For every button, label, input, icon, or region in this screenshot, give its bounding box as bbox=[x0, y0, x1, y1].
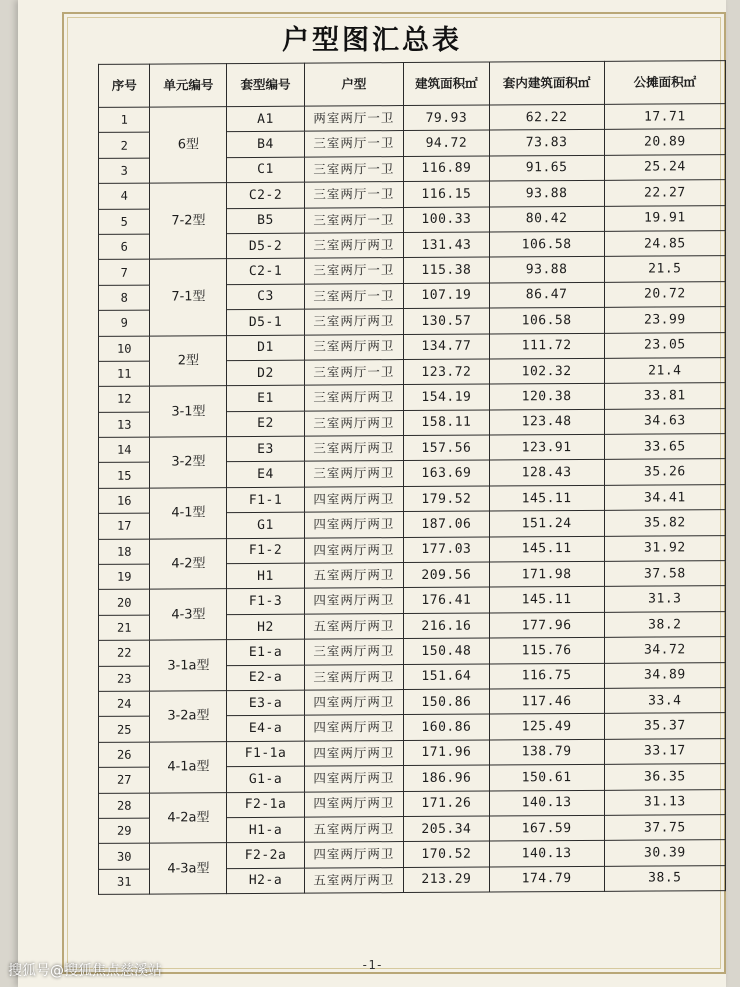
cell-room-type: 三室两厅一卫 bbox=[304, 359, 404, 385]
cell-shared-area: 31.13 bbox=[604, 789, 725, 815]
cell-unit-code: 6型 bbox=[150, 107, 227, 184]
cell-seq: 22 bbox=[99, 640, 150, 666]
cell-shared-area: 36.35 bbox=[604, 764, 725, 790]
cell-set-code: E3-a bbox=[227, 690, 304, 716]
table-row bbox=[99, 738, 726, 767]
cell-room-type: 四室两厅两卫 bbox=[304, 740, 404, 766]
cell-shared-area: 37.75 bbox=[604, 815, 725, 841]
header-building-area: 建筑面积㎡ bbox=[404, 62, 489, 106]
cell-unit-code: 3-2型 bbox=[150, 437, 227, 488]
cell-building-area: 170.52 bbox=[404, 841, 489, 867]
table-row bbox=[99, 535, 726, 564]
cell-building-area: 157.56 bbox=[404, 435, 489, 461]
cell-set-code: C2-2 bbox=[227, 182, 304, 208]
cell-seq: 16 bbox=[99, 488, 150, 514]
cell-room-type: 三室两厅一卫 bbox=[304, 182, 404, 208]
cell-set-code: D5-1 bbox=[227, 309, 304, 335]
cell-inner-area: 116.75 bbox=[489, 663, 604, 689]
cell-unit-code: 7-2型 bbox=[150, 183, 227, 260]
cell-shared-area: 33.17 bbox=[604, 738, 725, 764]
cell-inner-area: 145.11 bbox=[489, 536, 604, 562]
cell-room-type: 三室两厅两卫 bbox=[304, 436, 404, 462]
cell-room-type: 四室两厅两卫 bbox=[304, 588, 404, 614]
cell-shared-area: 35.26 bbox=[604, 459, 725, 485]
cell-shared-area: 34.72 bbox=[604, 637, 725, 663]
cell-building-area: 158.11 bbox=[404, 410, 489, 436]
cell-inner-area: 123.91 bbox=[489, 434, 604, 460]
cell-inner-area: 106.58 bbox=[489, 231, 604, 257]
cell-seq: 18 bbox=[99, 539, 150, 565]
table-row bbox=[99, 484, 726, 513]
cell-seq: 10 bbox=[99, 336, 150, 362]
cell-room-type: 三室两厅两卫 bbox=[304, 410, 404, 436]
cell-inner-area: 128.43 bbox=[489, 460, 604, 486]
cell-shared-area: 34.89 bbox=[604, 662, 725, 688]
cell-building-area: 171.26 bbox=[404, 791, 489, 817]
cell-room-type: 五室两厅两卫 bbox=[304, 816, 404, 842]
cell-unit-code: 4-3型 bbox=[150, 589, 227, 640]
cell-room-type: 四室两厅两卫 bbox=[304, 512, 404, 538]
cell-shared-area: 24.85 bbox=[604, 231, 725, 257]
cell-seq: 27 bbox=[99, 767, 150, 793]
cell-building-area: 163.69 bbox=[404, 460, 489, 486]
cell-building-area: 130.57 bbox=[404, 308, 489, 334]
cell-set-code: F2-1a bbox=[227, 792, 304, 818]
cell-seq: 21 bbox=[99, 615, 150, 641]
cell-seq: 13 bbox=[99, 412, 150, 438]
cell-inner-area: 73.83 bbox=[489, 130, 604, 156]
cell-inner-area: 174.79 bbox=[489, 866, 604, 892]
cell-inner-area: 150.61 bbox=[489, 764, 604, 790]
table-row bbox=[99, 789, 726, 818]
cell-seq: 3 bbox=[99, 158, 150, 184]
cell-shared-area: 21.4 bbox=[604, 357, 725, 383]
cell-building-area: 186.96 bbox=[404, 765, 489, 791]
cell-building-area: 213.29 bbox=[404, 867, 489, 893]
cell-set-code: G1 bbox=[227, 512, 304, 538]
cell-set-code: C1 bbox=[227, 157, 304, 183]
cell-set-code: H2-a bbox=[227, 868, 304, 894]
cell-shared-area: 33.65 bbox=[604, 434, 725, 460]
cell-building-area: 79.93 bbox=[404, 105, 489, 131]
cell-set-code: E4-a bbox=[227, 716, 304, 742]
cell-inner-area: 177.96 bbox=[489, 612, 604, 638]
cell-room-type: 三室两厅两卫 bbox=[304, 385, 404, 411]
cell-unit-code: 4-2型 bbox=[150, 538, 227, 589]
cell-shared-area: 34.41 bbox=[604, 484, 725, 510]
cell-shared-area: 34.63 bbox=[604, 408, 725, 434]
cell-inner-area: 123.48 bbox=[489, 409, 604, 435]
cell-shared-area: 20.89 bbox=[604, 129, 725, 155]
table-row bbox=[99, 434, 726, 463]
cell-seq: 6 bbox=[99, 234, 150, 260]
cell-set-code: E1-a bbox=[227, 639, 304, 665]
cell-inner-area: 111.72 bbox=[489, 333, 604, 359]
cell-set-code: H1 bbox=[227, 563, 304, 589]
header-room-type: 户型 bbox=[304, 63, 404, 107]
cell-unit-code: 4-1型 bbox=[150, 487, 227, 538]
cell-seq: 26 bbox=[99, 742, 150, 768]
cell-shared-area: 23.99 bbox=[604, 307, 725, 333]
cell-room-type: 三室两厅两卫 bbox=[304, 334, 404, 360]
cell-building-area: 150.48 bbox=[404, 638, 489, 664]
cell-shared-area: 33.4 bbox=[604, 688, 725, 714]
cell-seq: 2 bbox=[99, 132, 150, 158]
cell-room-type: 四室两厅两卫 bbox=[304, 715, 404, 741]
cell-shared-area: 30.39 bbox=[604, 840, 725, 866]
table-row bbox=[99, 332, 726, 361]
cell-unit-code: 4-1a型 bbox=[150, 741, 227, 792]
cell-shared-area: 20.72 bbox=[604, 281, 725, 307]
cell-set-code: F1-1a bbox=[227, 741, 304, 767]
cell-seq: 19 bbox=[99, 564, 150, 590]
table-row bbox=[99, 637, 726, 666]
cell-inner-area: 125.49 bbox=[489, 714, 604, 740]
cell-set-code: B4 bbox=[227, 132, 304, 158]
cell-building-area: 151.64 bbox=[404, 664, 489, 690]
cell-inner-area: 145.11 bbox=[489, 485, 604, 511]
cell-building-area: 160.86 bbox=[404, 714, 489, 740]
cell-inner-area: 140.13 bbox=[489, 790, 604, 816]
header-set-code: 套型编号 bbox=[227, 63, 304, 106]
cell-set-code: F1-3 bbox=[227, 589, 304, 615]
cell-room-type: 三室两厅一卫 bbox=[304, 258, 404, 284]
cell-seq: 31 bbox=[99, 869, 150, 895]
cell-inner-area: 171.98 bbox=[489, 561, 604, 587]
cell-seq: 20 bbox=[99, 590, 150, 616]
cell-set-code: E4 bbox=[227, 462, 304, 488]
header-seq: 序号 bbox=[99, 64, 150, 107]
cell-seq: 23 bbox=[99, 666, 150, 692]
cell-shared-area: 19.91 bbox=[604, 205, 725, 231]
cell-building-area: 209.56 bbox=[404, 562, 489, 588]
cell-building-area: 100.33 bbox=[404, 207, 489, 233]
cell-building-area: 176.41 bbox=[404, 587, 489, 613]
cell-seq: 15 bbox=[99, 463, 150, 489]
cell-unit-code: 4-2a型 bbox=[150, 792, 227, 843]
cell-shared-area: 31.92 bbox=[604, 535, 725, 561]
cell-room-type: 三室两厅两卫 bbox=[304, 233, 404, 259]
table-row bbox=[99, 840, 726, 869]
cell-set-code: C2-1 bbox=[227, 259, 304, 285]
cell-room-type: 四室两厅两卫 bbox=[304, 791, 404, 817]
cell-seq: 30 bbox=[99, 843, 150, 869]
cell-set-code: B5 bbox=[227, 208, 304, 234]
cell-building-area: 115.38 bbox=[404, 257, 489, 283]
cell-seq: 24 bbox=[99, 691, 150, 717]
cell-inner-area: 102.32 bbox=[489, 358, 604, 384]
cell-seq: 9 bbox=[99, 310, 150, 336]
cell-inner-area: 93.88 bbox=[489, 180, 604, 206]
cell-seq: 7 bbox=[99, 259, 150, 285]
cell-shared-area: 21.5 bbox=[604, 256, 725, 282]
cell-seq: 29 bbox=[99, 818, 150, 844]
cell-inner-area: 86.47 bbox=[489, 282, 604, 308]
cell-shared-area: 35.82 bbox=[604, 510, 725, 536]
cell-room-type: 三室两厅一卫 bbox=[304, 207, 404, 233]
cell-seq: 28 bbox=[99, 793, 150, 819]
cell-seq: 1 bbox=[99, 107, 150, 133]
cell-unit-code: 3-2a型 bbox=[150, 691, 227, 742]
cell-inner-area: 138.79 bbox=[489, 739, 604, 765]
cell-room-type: 两室两厅一卫 bbox=[304, 106, 404, 132]
cell-set-code: D5-2 bbox=[227, 233, 304, 259]
cell-shared-area: 17.71 bbox=[604, 104, 725, 130]
page-number: -1- bbox=[361, 958, 383, 972]
cell-building-area: 177.03 bbox=[404, 537, 489, 563]
cell-set-code: F1-1 bbox=[227, 487, 304, 513]
table-row bbox=[99, 688, 726, 717]
cell-unit-code: 3-1型 bbox=[150, 386, 227, 437]
cell-shared-area: 38.2 bbox=[604, 611, 725, 637]
cell-shared-area: 25.24 bbox=[604, 154, 725, 180]
cell-inner-area: 117.46 bbox=[489, 688, 604, 714]
table-body bbox=[99, 104, 726, 895]
cell-set-code: E2-a bbox=[227, 665, 304, 691]
table-row bbox=[99, 256, 726, 285]
cell-shared-area: 22.27 bbox=[604, 180, 725, 206]
cell-inner-area: 80.42 bbox=[489, 206, 604, 232]
cell-shared-area: 37.58 bbox=[604, 561, 725, 587]
cell-shared-area: 31.3 bbox=[604, 586, 725, 612]
cell-seq: 11 bbox=[99, 361, 150, 387]
cell-shared-area: 38.5 bbox=[604, 865, 725, 891]
cell-inner-area: 120.38 bbox=[489, 384, 604, 410]
cell-building-area: 123.72 bbox=[404, 359, 489, 385]
cell-building-area: 179.52 bbox=[404, 486, 489, 512]
cell-building-area: 187.06 bbox=[404, 511, 489, 537]
cell-room-type: 三室两厅两卫 bbox=[304, 639, 404, 665]
cell-room-type: 三室两厅一卫 bbox=[304, 156, 404, 182]
table-row bbox=[99, 104, 726, 133]
cell-inner-area: 93.88 bbox=[489, 257, 604, 283]
cell-inner-area: 140.13 bbox=[489, 841, 604, 867]
cell-inner-area: 62.22 bbox=[489, 104, 604, 130]
table-header-row bbox=[99, 61, 726, 108]
cell-building-area: 154.19 bbox=[404, 384, 489, 410]
cell-set-code: A1 bbox=[227, 106, 304, 132]
cell-seq: 5 bbox=[99, 209, 150, 235]
table-row bbox=[99, 180, 726, 209]
cell-room-type: 四室两厅两卫 bbox=[304, 690, 404, 716]
cell-set-code: F2-2a bbox=[227, 842, 304, 868]
table-row bbox=[99, 383, 726, 412]
cell-shared-area: 23.05 bbox=[604, 332, 725, 358]
cell-building-area: 107.19 bbox=[404, 283, 489, 309]
cell-room-type: 四室两厅两卫 bbox=[304, 766, 404, 792]
document-page bbox=[18, 0, 726, 987]
header-inner-area: 套内建筑面积㎡ bbox=[489, 61, 604, 105]
cell-building-area: 171.96 bbox=[404, 740, 489, 766]
cell-seq: 4 bbox=[99, 183, 150, 209]
cell-seq: 12 bbox=[99, 386, 150, 412]
cell-set-code: G1-a bbox=[227, 766, 304, 792]
cell-room-type: 四室两厅两卫 bbox=[304, 486, 404, 512]
cell-room-type: 五室两厅两卫 bbox=[304, 867, 404, 893]
cell-unit-code: 7-1型 bbox=[150, 259, 227, 336]
cell-building-area: 116.15 bbox=[404, 181, 489, 207]
cell-set-code: D1 bbox=[227, 335, 304, 361]
page-title: 户型图汇总表 bbox=[282, 25, 462, 56]
cell-room-type: 三室两厅一卫 bbox=[304, 283, 404, 309]
cell-set-code: D2 bbox=[227, 360, 304, 386]
cell-room-type: 三室两厅一卫 bbox=[304, 131, 404, 157]
cell-seq: 14 bbox=[99, 437, 150, 463]
cell-building-area: 134.77 bbox=[404, 334, 489, 360]
cell-room-type: 五室两厅两卫 bbox=[304, 563, 404, 589]
cell-inner-area: 106.58 bbox=[489, 307, 604, 333]
cell-unit-code: 4-3a型 bbox=[150, 843, 227, 894]
cell-inner-area: 167.59 bbox=[489, 815, 604, 841]
cell-inner-area: 115.76 bbox=[489, 638, 604, 664]
cell-room-type: 四室两厅两卫 bbox=[304, 537, 404, 563]
cell-set-code: E3 bbox=[227, 436, 304, 462]
cell-building-area: 131.43 bbox=[404, 232, 489, 258]
cell-room-type: 三室两厅两卫 bbox=[304, 664, 404, 690]
unit-summary-table bbox=[98, 60, 726, 895]
cell-seq: 8 bbox=[99, 285, 150, 311]
cell-room-type: 三室两厅两卫 bbox=[304, 309, 404, 335]
header-unit-code: 单元编号 bbox=[150, 64, 227, 107]
cell-inner-area: 151.24 bbox=[489, 511, 604, 537]
cell-seq: 17 bbox=[99, 513, 150, 539]
cell-building-area: 116.89 bbox=[404, 156, 489, 182]
cell-set-code: F1-2 bbox=[227, 538, 304, 564]
cell-shared-area: 33.81 bbox=[604, 383, 725, 409]
cell-set-code: E2 bbox=[227, 411, 304, 437]
cell-building-area: 205.34 bbox=[404, 816, 489, 842]
cell-inner-area: 145.11 bbox=[489, 587, 604, 613]
cell-seq: 25 bbox=[99, 716, 150, 742]
cell-set-code: H1-a bbox=[227, 817, 304, 843]
cell-set-code: E1 bbox=[227, 385, 304, 411]
cell-set-code: C3 bbox=[227, 284, 304, 310]
cell-shared-area: 35.37 bbox=[604, 713, 725, 739]
cell-set-code: H2 bbox=[227, 614, 304, 640]
cell-room-type: 四室两厅两卫 bbox=[304, 842, 404, 868]
cell-building-area: 150.86 bbox=[404, 689, 489, 715]
cell-building-area: 216.16 bbox=[404, 613, 489, 639]
cell-unit-code: 3-1a型 bbox=[150, 640, 227, 691]
cell-unit-code: 2型 bbox=[150, 335, 227, 386]
cell-room-type: 三室两厅两卫 bbox=[304, 461, 404, 487]
header-shared-area: 公摊面积㎡ bbox=[604, 61, 725, 105]
watermark: 搜狐号@搜狐焦点慈溪站 bbox=[8, 963, 162, 979]
cell-building-area: 94.72 bbox=[404, 130, 489, 156]
table-row bbox=[99, 586, 726, 615]
cell-inner-area: 91.65 bbox=[489, 155, 604, 181]
cell-room-type: 五室两厅两卫 bbox=[304, 613, 404, 639]
